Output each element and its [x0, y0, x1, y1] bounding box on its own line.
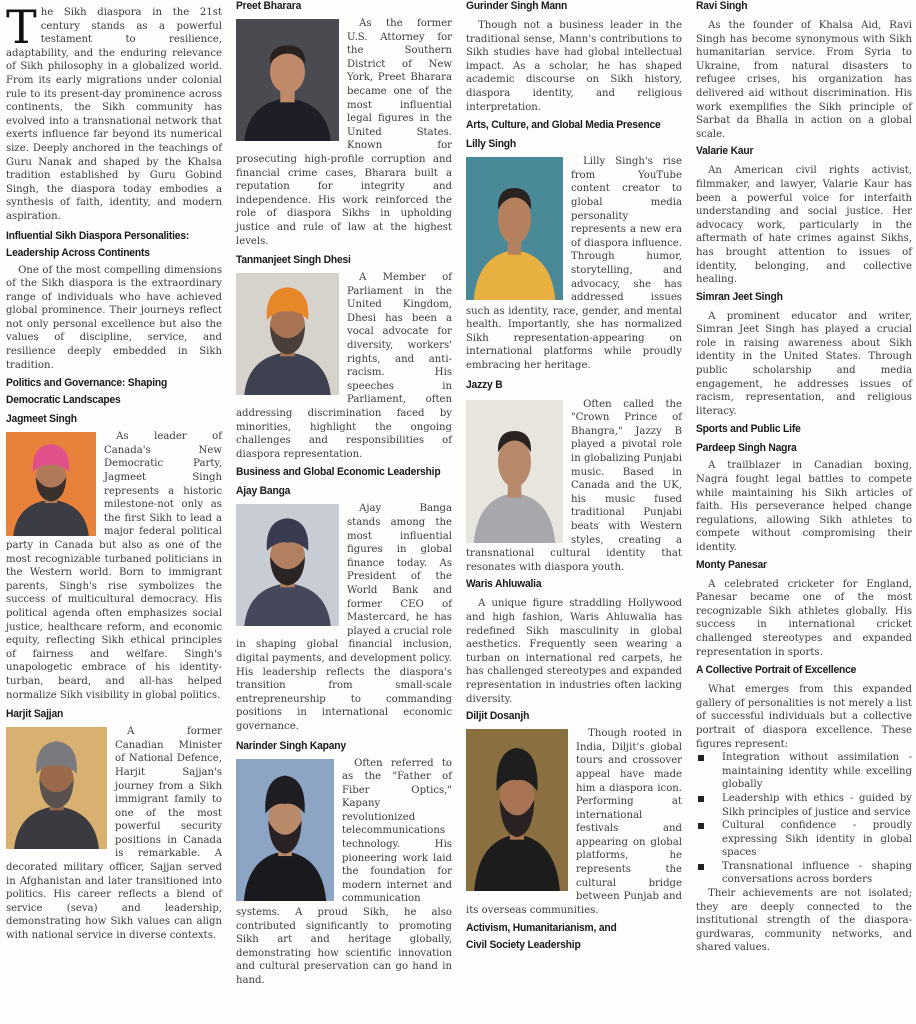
square-bullet-icon [698, 823, 704, 829]
collective-bullet-list [696, 751, 912, 887]
section-heading-collective: A Collective Portrait of Excellence [696, 664, 857, 677]
person-bio-ajay: Ajay Banga stands among the most influential figures in global finance today. As President of the World Bank and former CEO of Mastercard, he has played a crucial role in shaping global financial inclusion, digital payments, and development policy. His leadership reflects the diaspora's transition from small-scale entrepreneurship to commanding positions in international economic governance. [236, 503, 452, 732]
photo-narinder-kapany [236, 759, 334, 901]
collective-paragraph: What emerges from this expanded gallery of personalities is not merely a list of successful individuals but a collective portrait of diaspora excellence. These figures represent: [696, 684, 912, 750]
person-bio-gurinder: Though not a business leader in the traditional sense, Mann's contributions to Sikh studies have had global intellectual impact. As a scholar, he has shaped academic discourse on Sikh history, diaspora identity, and religious interpretation. [466, 20, 682, 113]
portrait-illustration [466, 400, 563, 543]
portrait-illustration [6, 727, 107, 849]
person-bio-ravi: As the founder of Khalsa Aid, Ravi Singh has become synonymous with Sikh humanitarian service. From Syria to Ukraine, from natural disasters to refugee crises, his organization has delivered aid without discrimination. His work exemplifies the Sikh principle of Sarbat da Bhalla in action on a global scale. [696, 20, 912, 140]
column-1 [6, 0, 222, 943]
section-heading-sports: Sports and Public Life [696, 423, 801, 436]
bullet-item: Cultural confidence - proudly expressing Sikh identity in global spaces [696, 819, 912, 860]
person-name-pardeep: Pardeep Singh Nagra [696, 442, 797, 455]
section-heading-arts: Arts, Culture, and Global Media Presence [466, 119, 661, 132]
person-bio-jagmeet: As leader of Canada's New Democratic Party, Jagmeet Singh represents a historic milestone-not only as the first Sikh to lead a major federal political party in Canada but also as one of the most recognizable turbaned politicians in the Western world. Born to immigrant parents, Singh's rise symbolizes the success of multicultural democracy. His political agenda often emphasizes social justice, healthcare reform, and economic equity, reflecting Sikh ethical principles of fairness and welfare. Singh's unapologetic embrace of his identity-turban, beard, and all-has helped normalize Sikh visibility in global politics. [6, 431, 222, 701]
photo-ajay-banga [236, 504, 339, 626]
photo-tanmanjeet-dhesi [236, 273, 339, 395]
person-name-waris: Waris Ahluwalia [466, 578, 542, 591]
person-name-lilly: Lilly Singh [466, 138, 517, 151]
person-name-narinder: Narinder Singh Kapany [236, 739, 346, 752]
person-bio-diljit: Though rooted in India, Diljit's global tours and crossover appeal have made him a diaspora icon. Performing at international festivals and appearing on global platforms, he represents the cultural bridge between Punjab and its overseas communities. [466, 728, 682, 916]
photo-diljit-dosanjh [466, 729, 568, 891]
person-bio-simran: A prominent educator and writer, Simran Jeet Singh has played a crucial role in raising awareness about Sikh identity in the United States. Through public scholarship and media engagement, he addresses issues of racism, representation, and religious literacy. [696, 310, 912, 417]
square-bullet-icon [698, 796, 704, 802]
person-bio-preet: As the former U.S. Attorney for the Southern District of New York, Preet Bharara became one of the most influential legal figures in the United States. Known for prosecuting high-profile corruption and financial crime cases, Bharara built a reputation for integrity and independence. His work reinforced the role of diaspora Sikhs in upholding justice and rule of law at the highest levels. [236, 18, 452, 247]
column-3 [466, 0, 682, 956]
square-bullet-icon [698, 755, 704, 761]
person-bio-harjit: A former Canadian Minister of National Defence, Harjit Sajjan's journey from a Sikh immigrant family to one of the most powerful security positions in Canada is remarkable. A decorated military officer, Sajjan served in Afghanistan and later transitioned into politics. His career reflects a blend of service (seva) and leadership, demonstrating how Sikh values can align with national service in diverse contexts. [6, 726, 222, 942]
section-heading-activism: Activism, Humanitarianism, and Civil Society Leadership [466, 922, 617, 952]
person-bio-monty: A celebrated cricketer for England, Panesar became one of the most recognizable Sikh athletes globally. His success in international cricket challenged stereotypes and expanded representation in sports. [696, 578, 912, 658]
drop-cap: T [6, 0, 37, 54]
column-2 [236, 0, 452, 988]
person-name-jazzy: Jazzy B [466, 378, 503, 391]
photo-lilly-singh [466, 157, 563, 300]
person-name-ravi: Ravi Singh [696, 0, 748, 12]
person-bio-waris: A unique figure straddling Hollywood and high fashion, Waris Ahluwalia has redefined Sikh masculinity in global aesthetics. Frequently seen wearing a turban on international red carpets, he has challenged stereotypes and expanded representation in industries often lacking diversity. [466, 598, 682, 705]
person-bio-lilly: Lilly Singh's rise from YouTube content creator to global media personality represents a new era of diaspora influence. Through humor, storytelling, and advocacy, she has addressed issues such as identity, race, gender, and mental health. Importantly, she has normalized Sikh representation-appearing on international platforms while proudly embracing her heritage. [466, 156, 682, 372]
portrait-illustration [236, 19, 339, 141]
square-bullet-icon [698, 864, 704, 870]
person-bio-valarie: An American civil rights activist, filmmaker, and lawyer, Valarie Kaur has been a powerful voice for interfaith understanding and social justice. Her advocacy work, particularly in the aftermath of hate crimes against Sikhs, has brought attention to issues of identity, belonging, and collective healing. [696, 165, 912, 286]
section-heading-business: Business and Global Economic Leadership [236, 466, 441, 479]
portrait-illustration [236, 504, 339, 626]
section-heading-politics: Politics and Governance: Shaping Democratic Landscapes [6, 377, 168, 407]
person-bio-pardeep: A trailblazer in Canadian boxing, Nagra fought legal battles to compete while maintaining his Sikh articles of faith. His perseverance helped change regulations, allowing Sikh athletes to compete without compromising their identity. [696, 460, 912, 553]
photo-jagmeet-singh [6, 432, 96, 536]
column-4 [696, 0, 912, 955]
influential-paragraph: One of the most compelling dimensions of the Sikh diaspora is the extraordinary range of individuals who have achieved global prominence. Their journeys reflect not only personal excellence but also the values of discipline, service, and resilience deeply embedded in Sikh tradition. [6, 264, 222, 371]
bullet-item: Transnational influence - shaping conversations across borders [696, 860, 912, 887]
person-name-preet: Preet Bharara [236, 0, 302, 12]
person-name-tanmanjeet: Tanmanjeet Singh Dhesi [236, 254, 351, 267]
photo-preet-bharara [236, 19, 339, 141]
photo-harjit-sajjan [6, 727, 107, 849]
person-name-diljit: Diljit Dosanjh [466, 710, 530, 723]
portrait-illustration [236, 273, 339, 395]
person-name-jagmeet: Jagmeet Singh [6, 413, 77, 426]
photo-jazzy-b [466, 400, 563, 543]
person-bio-jazzy: Often called the "Crown Prince of Bhangra," Jazzy B played a pivotal role in globalizing Punjabi music. Based in Canada and the UK, his music fused traditional Punjabi beats with Western styles, creating a transnational cultural identity that resonates with diaspora youth. [466, 398, 682, 573]
person-bio-narinder: Often referred to as the "Father of Fiber Optics," Kapany revolutionized telecommunications technology. His pioneering work laid the foundation for modern internet and communication systems. A proud Sikh, he also contributed significantly to promoting Sikh art and heritage globally, demonstrating how scientific innovation and cultural preservation can go hand in hand. [236, 757, 452, 986]
person-name-monty: Monty Panesar [696, 558, 767, 571]
collective-closing: Their achievements are not isolated; they are deeply connected to the institutional strength of the diaspora-gurdwaras, community networks, and shared values. [696, 888, 912, 954]
person-name-harjit: Harjit Sajjan [6, 708, 64, 721]
person-bio-tanmanjeet: A Member of Parliament in the United Kingdom, Dhesi has been a vocal advocate for diversity, workers' rights, and anti-racism. His speeches in Parliament, often addressing discrimination faced by minorities, highlight the ongoing challenges and responsibilities of diaspora representation. [236, 272, 452, 460]
person-name-simran: Simran Jeet Singh [696, 290, 783, 303]
portrait-illustration [466, 157, 563, 300]
section-heading-influential: Influential Sikh Diaspora Personalities: Leadership Across Continents [6, 229, 190, 259]
bullet-item: Integration without assimilation - maintaining identity while excelling globally [696, 751, 912, 792]
portrait-illustration [236, 759, 334, 901]
person-name-valarie: Valarie Kaur [696, 145, 754, 158]
person-name-gurinder: Gurinder Singh Mann [466, 0, 568, 12]
intro-paragraph: The Sikh diaspora in the 21st century stands as a powerful testament to resilience, adaptability, and the enduring relevance of Sikh philosophy in a globalized world. From its early migrations under colonial rule to its present-day prominence across continents, the Sikh community has evolved into a transnational network that exerts influence far beyond its numerical size. Deeply anchored in the teachings of Guru Nanak and shaped by the Khalsa tradition established by Guru Gobind Singh, the diaspora today embodies a synthesis of faith, identity, and modern aspiration. [6, 0, 222, 222]
portrait-illustration [466, 729, 568, 891]
person-name-ajay: Ajay Banga [236, 485, 291, 498]
bullet-item: Leadership with ethics - guided by Sikh principles of justice and service [696, 792, 912, 819]
portrait-illustration [6, 432, 96, 536]
